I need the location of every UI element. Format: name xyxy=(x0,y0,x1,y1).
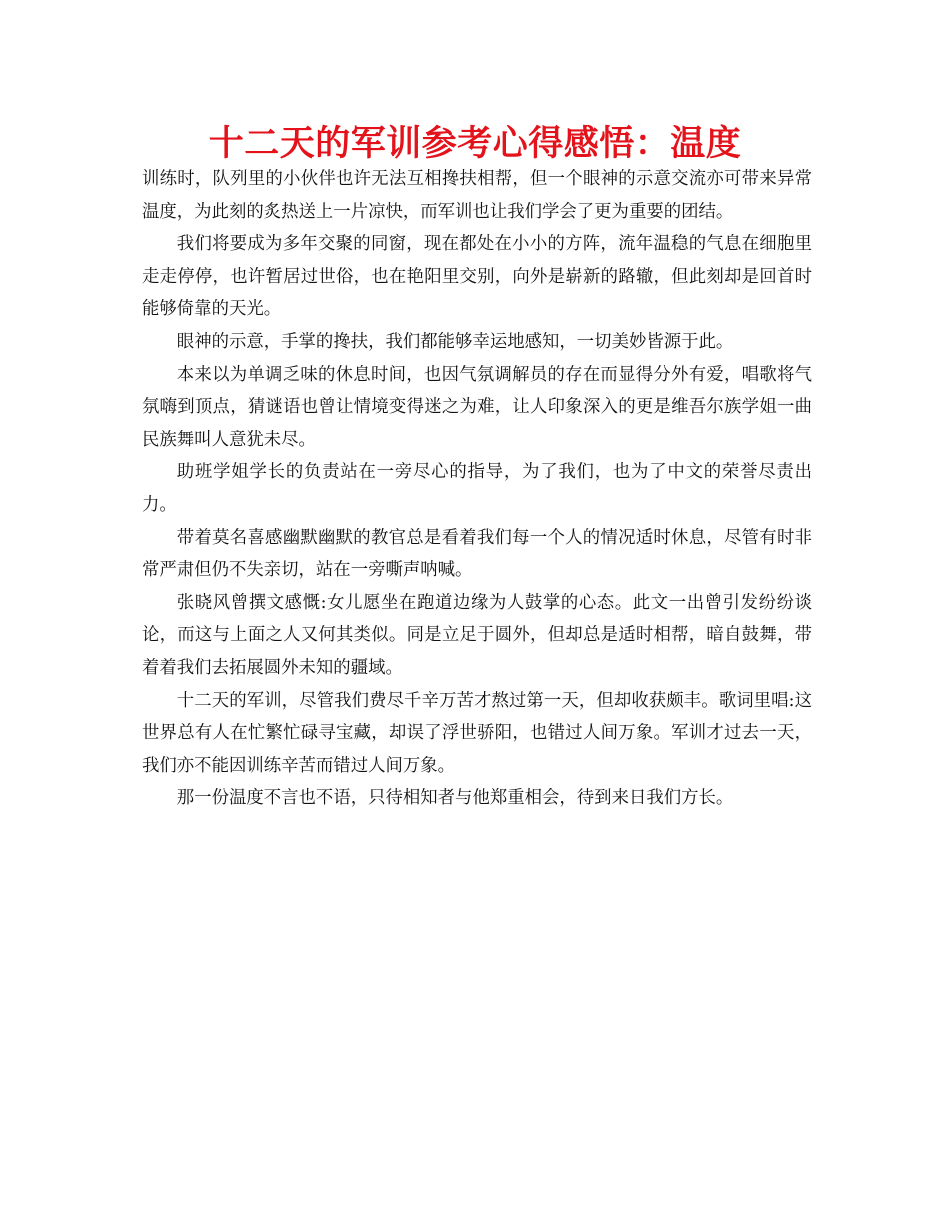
paragraph-6: 带着莫名喜感幽默幽默的教官总是看着我们每一个人的情况适时休息，尽管有时非常严肃但仍不失亲切，站在一旁嘶声呐喊。 xyxy=(142,527,812,581)
paragraph-3: 眼神的示意，手掌的搀扶，我们都能够幸运地感知，一切美妙皆源于此。 xyxy=(176,331,734,352)
document-title: 十二天的军训参考心得感悟：温度 xyxy=(208,124,742,164)
paragraph-2: 我们将要成为多年交聚的同窗，现在都处在小小的方阵，流年温稳的气息在细胞里走走停停，也许暂居过世俗，也在艳阳里交别，向外是崭新的路辙，但此刻却是回首时能够倚靠的天光。 xyxy=(142,234,812,320)
document-body xyxy=(142,163,812,815)
paragraph-5: 助班学姐学长的负责站在一旁尽心的指导，为了我们，也为了中文的荣誉尽责出力。 xyxy=(142,462,812,515)
paragraph-8: 十二天的军训，尽管我们费尽千辛万苦才熬过第一天，但却收获颇丰。歌词里唱:这世界总有人在忙繁忙碌寻宝藏，却误了浮世骄阳，也错过人间万象。军训才过去一天，我们亦不能因训练辛苦而错过人间万象。 xyxy=(142,690,812,776)
paragraph-4: 本来以为单调乏味的休息时间，也因气氛调解员的存在而显得分外有爱，唱歌将气氛嗨到顶点，猜谜语也曾让情境变得迷之为难，让人印象深入的更是维吾尔族学姐一曲民族舞叫人意犹未尽。 xyxy=(142,364,812,450)
paragraph-1: 训练时，队列里的小伙伴也许无法互相搀扶相帮，但一个眼神的示意交流亦可带来异常温度，为此刻的炙热送上一片凉快，而军训也让我们学会了更为重要的团结。 xyxy=(142,169,812,222)
paragraph-9: 那一份温度不言也不语，只待相知者与他郑重相会，待到来日我们方长。 xyxy=(176,788,734,809)
paragraph-7: 张晓风曾撰文感慨:女儿愿坐在跑道边缘为人鼓掌的心态。此文一出曾引发纷纷谈论，而这与上面之人又何其类似。同是立足于圆外，但却总是适时相帮，暗自鼓舞，带着着我们去拓展圆外未知的疆域。 xyxy=(142,592,812,678)
